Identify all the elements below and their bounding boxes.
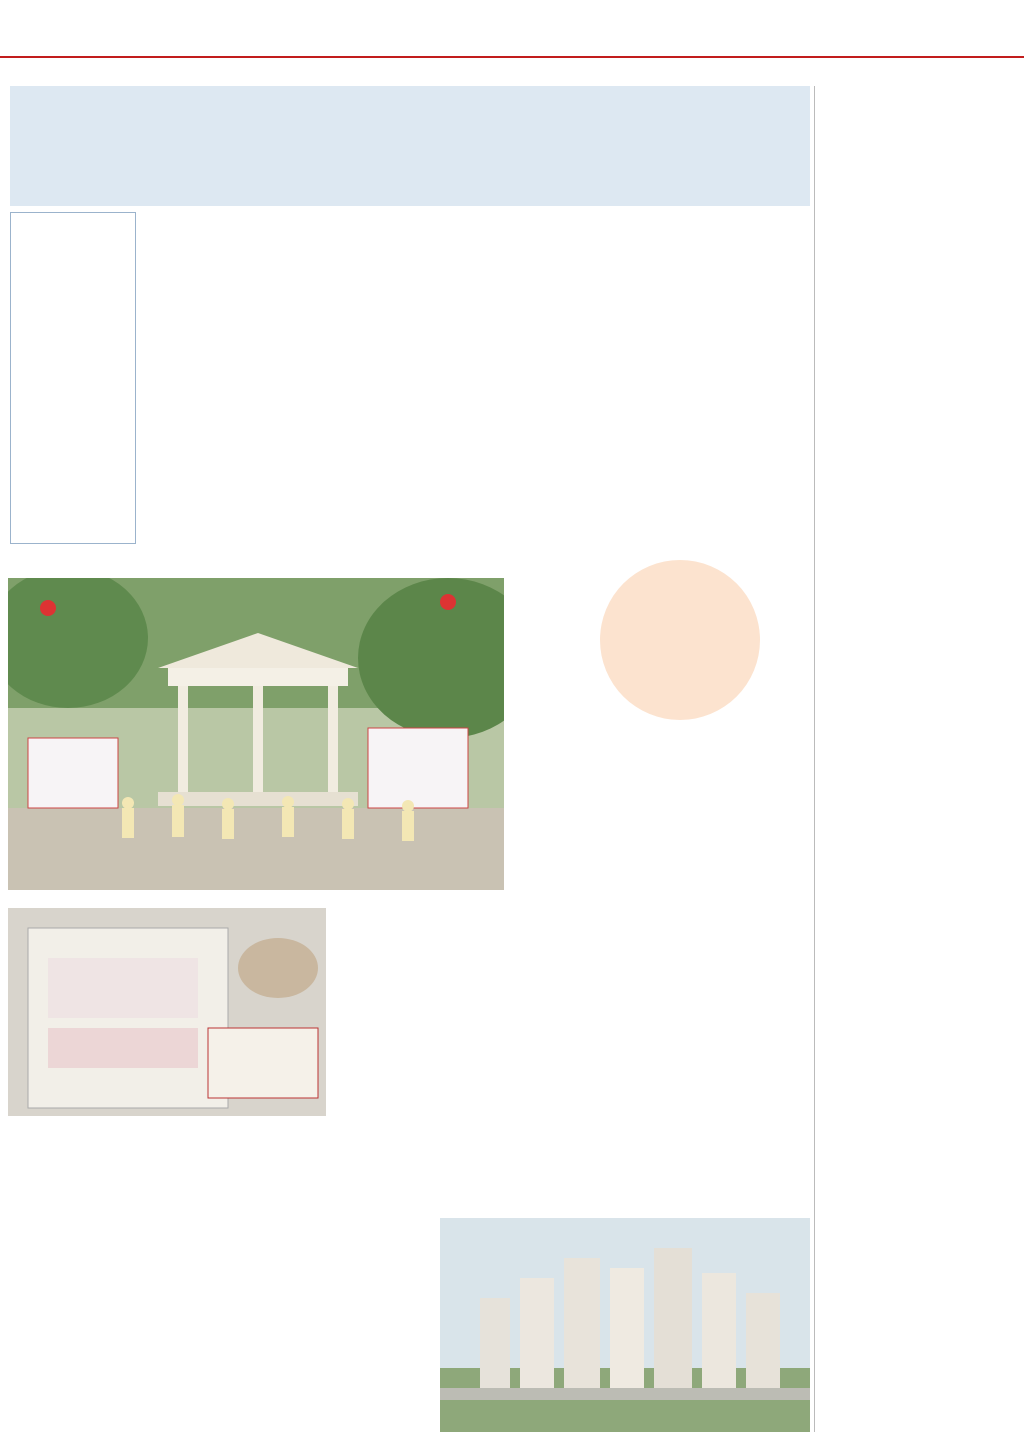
park-photo-stamps [8,908,326,1116]
lead-col-8 [640,378,806,544]
park-photo-main-caption [12,894,18,903]
lead-col-5 [148,378,302,544]
park-col-mid [480,726,662,1140]
shatang-col-2 [150,1222,288,1432]
column-divider [814,86,815,1432]
park-col-right-top [672,726,808,842]
lead-col-4 [640,248,806,364]
lead-title-band [10,86,810,206]
page-header [0,0,1024,58]
lead-col-6 [312,378,466,544]
lead-col-1 [148,248,302,364]
park-note [338,1120,468,1140]
lead-col-3 [476,248,630,364]
park-photo-main [8,578,504,890]
shatang-col-1 [10,1222,142,1432]
haizhu-body [822,996,1016,1432]
park-col-right [672,866,808,1140]
park-title-decoration [600,560,760,720]
huangpu-body-2 [822,648,1016,874]
lead-summary [10,212,136,544]
park-intro [338,910,468,1090]
huangpu-body-1 [822,284,1016,624]
lead-col-7 [476,378,630,544]
lead-col-2 [312,248,466,364]
shatang-col-3 [296,1222,432,1432]
park-photo-stamps-caption [12,1118,18,1127]
shatang-photo [440,1218,810,1432]
huangpu-intro [822,206,1016,260]
